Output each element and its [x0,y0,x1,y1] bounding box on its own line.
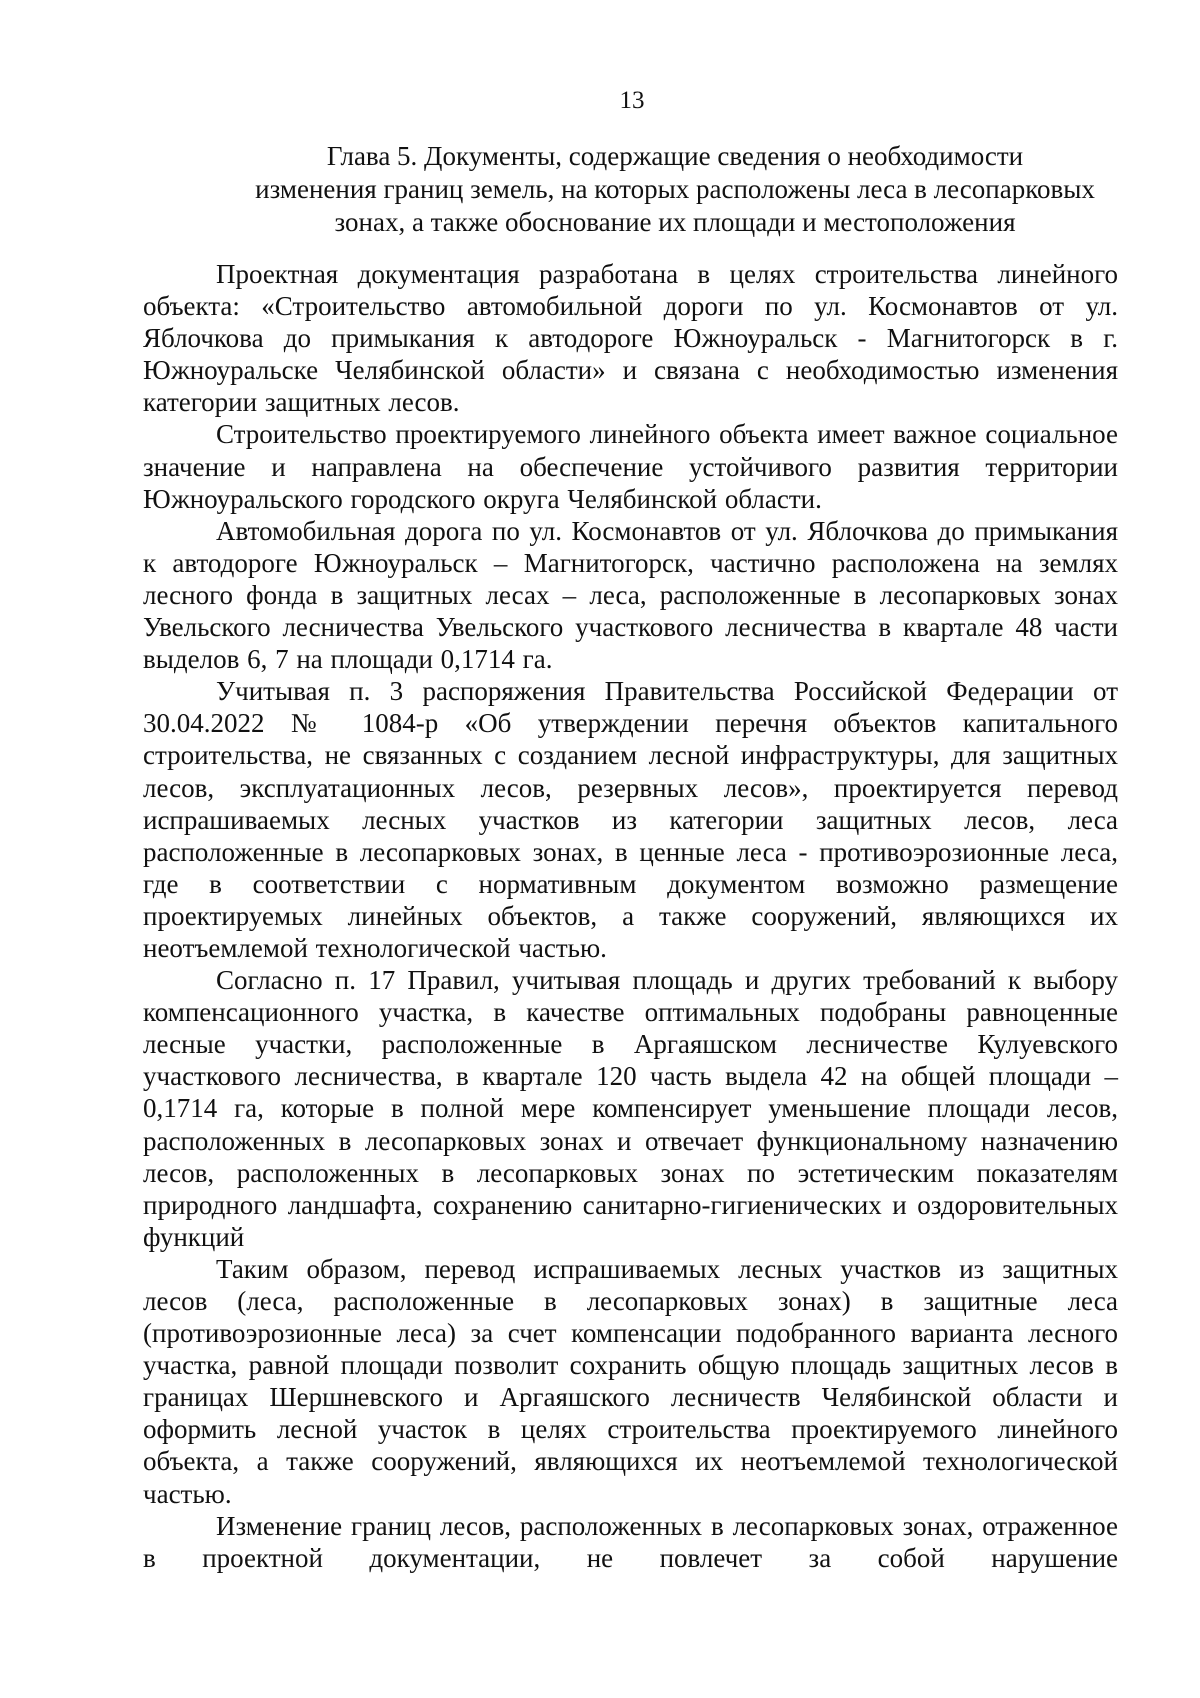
chapter-heading [215,140,1135,239]
paragraph: Таким образом, перевод испрашиваемых лесных участков из защитных лесов (леса, расположенные в лесопарковых зонах) в защитные леса (противоэрозионные леса) за счет компенсации подобранного варианта лесного участка, равной площади позволит сохранить общую площадь защитных лесов в границах Шершневского и Аргаяшского лесничеств Челябинской области и оформить лесной участок в целях строительства проектируемого линейного объекта, а также сооружений, являющихся их неотъемлемой технологической частью. [143,1253,1118,1509]
heading-line: зонах, а также обоснование их площади и местоположения [334,207,1016,237]
heading-line: изменения границ земель, на которых расположены леса в лесопарковых [255,174,1095,204]
heading-line: Глава 5. Документы, содержащие сведения о необходимости [326,141,1024,171]
paragraph: Строительство проектируемого линейного объекта имеет важное социальное значение и направлена на обеспечение устойчивого развития территории Южноуральского городского округа Челябинской области. [143,419,1118,514]
page-number: 13 [619,87,645,114]
document-body [143,258,1118,1574]
paragraph: Автомобильная дорога по ул. Космонавтов от ул. Яблочкова до примыкания к автодороге Южноуральск – Магнитогорск, частично расположена на землях лесного фонда в защитных лесах – леса, расположенные в лесопарковых зонах Увельского лесничества Увельского участкового лесничества в квартале 48 части выделов 6, 7 на площади 0,1714 га. [143,515,1118,675]
paragraph: Проектная документация разработана в целях строительства линейного объекта: «Строительство автомобильной дороги по ул. Космонавтов от ул. Яблочкова до примыкания к автодороге Южноуральск - Магнитогорск в г. Южноуральске Челябинской области» и связана с необходимостью изменения категории защитных лесов. [143,259,1118,418]
paragraph: Изменение границ лесов, расположенных в лесопарковых зонах, отраженное в проектной документации, не повлечет за собой нарушение [143,1510,1118,1573]
paragraph: Учитывая п. 3 распоряжения Правительства Российской Федерации от 30.04.2022 № 1084-р «Об утверждении перечня объектов капитального строительства, не связанных с созданием лесной инфраструктуры, для защитных лесов, эксплуатационных лесов, резервных лесов», проектируется перевод испрашиваемых лесных участков из категории защитных лесов, леса расположенные в лесопарковых зонах, в ценные леса - противоэрозионные леса, где в соответствии с нормативным документом возможно размещение проектируемых линейных объектов, а также сооружений, являющихся их неотъемлемой технологической частью. [143,676,1118,963]
paragraph: Согласно п. 17 Правил, учитывая площадь и других требований к выбору компенсационного участка, в качестве оптимальных подобраны равноценные лесные участки, расположенные в Аргаяшском лесничестве Кулуевского участкового лесничества, в квартале 120 часть выдела 42 на общей площади – 0,1714 га, которые в полной мере компенсирует уменьшение площади лесов, расположенных в лесопарковых зонах и отвечает функциональному назначению лесов, расположенных в лесопарковых зонах по эстетическим показателям природного ландшафта, сохранению санитарно-гигиенических и оздоровительных функций [143,965,1118,1252]
